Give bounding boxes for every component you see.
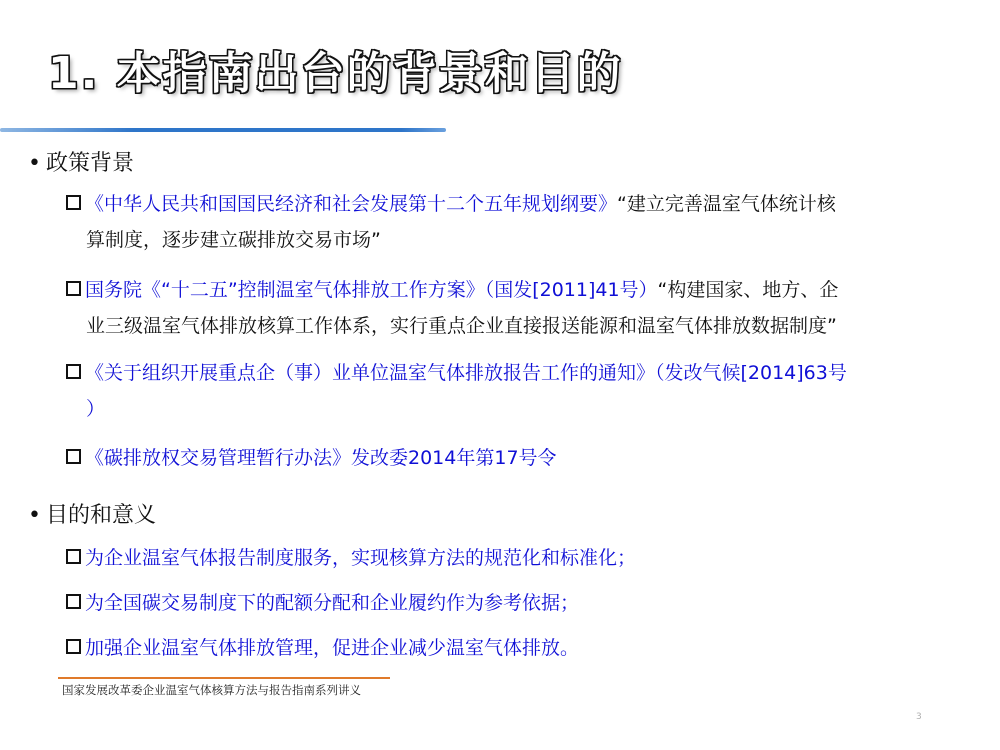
purpose-item-3-line — [66, 630, 956, 666]
policy-quote-continued: 业三级温室气体排放核算工作体系，实行重点企业直接报送能源和温室气体排放数据制度” — [86, 315, 837, 337]
purpose-text: 加强企业温室气体排放管理，促进企业减少温室气体排放。 — [85, 637, 580, 659]
purpose-item-3 — [66, 630, 956, 666]
purpose-text: 为企业温室气体报告制度服务，实现核算方法的规范化和标准化； — [85, 547, 637, 569]
policy-document-title: 《中华人民共和国国民经济和社会发展第十二个五年规划纲要》 — [85, 193, 618, 215]
policy-item-4-line-1 — [66, 440, 956, 476]
policy-item-1-line-1 — [66, 186, 956, 222]
bullet-dot-icon: • — [28, 503, 41, 528]
section-heading-policy-background — [28, 146, 134, 177]
checkbox-bullet-icon — [66, 639, 81, 654]
checkbox-bullet-icon — [66, 195, 81, 210]
policy-item-3-line-1 — [66, 355, 956, 391]
bullet-dot-icon: • — [28, 151, 41, 176]
title-underline — [0, 128, 446, 132]
policy-item-2-line-1 — [66, 272, 956, 308]
purpose-item-2-line — [66, 585, 956, 621]
footer-text: 国家发展改革委企业温室气体核算方法与报告指南系列讲义 — [62, 683, 361, 697]
purpose-item-1-line — [66, 540, 956, 576]
policy-document-title: 《碳排放权交易管理暂行办法》发改委2014年第17号令 — [85, 447, 557, 469]
checkbox-bullet-icon — [66, 549, 81, 564]
policy-item-2 — [66, 272, 956, 344]
policy-quote: “构建国家、地方、企 — [657, 279, 839, 301]
policy-quote: “建立完善温室气体统计核 — [617, 193, 836, 215]
purpose-item-1 — [66, 540, 956, 576]
policy-document-title-continued: ） — [86, 398, 106, 420]
slide-title: 1. 本指南出台的背景和目的 — [48, 48, 623, 99]
section-heading-purpose — [28, 498, 156, 529]
policy-document-title: 《关于组织开展重点企（事）业单位温室气体排放报告工作的通知》（发改气候[2014]63号 — [85, 362, 847, 384]
policy-item-3 — [66, 355, 956, 427]
checkbox-bullet-icon — [66, 594, 81, 609]
page-number: 3 — [916, 712, 922, 722]
policy-document-title: 国务院《“十二五”控制温室气体排放工作方案》（国发[2011]41号） — [85, 279, 658, 301]
purpose-item-2 — [66, 585, 956, 621]
policy-quote-continued: 算制度，逐步建立碳排放交易市场” — [86, 229, 381, 251]
checkbox-bullet-icon — [66, 449, 81, 464]
checkbox-bullet-icon — [66, 364, 81, 379]
policy-item-4 — [66, 440, 956, 476]
purpose-text: 为全国碳交易制度下的配额分配和企业履约作为参考依据； — [85, 592, 580, 614]
policy-item-1 — [66, 186, 956, 258]
section-heading-text: 政策背景 — [46, 151, 135, 176]
footer-divider — [58, 677, 390, 679]
section-heading-text: 目的和意义 — [46, 503, 157, 528]
checkbox-bullet-icon — [66, 281, 81, 296]
